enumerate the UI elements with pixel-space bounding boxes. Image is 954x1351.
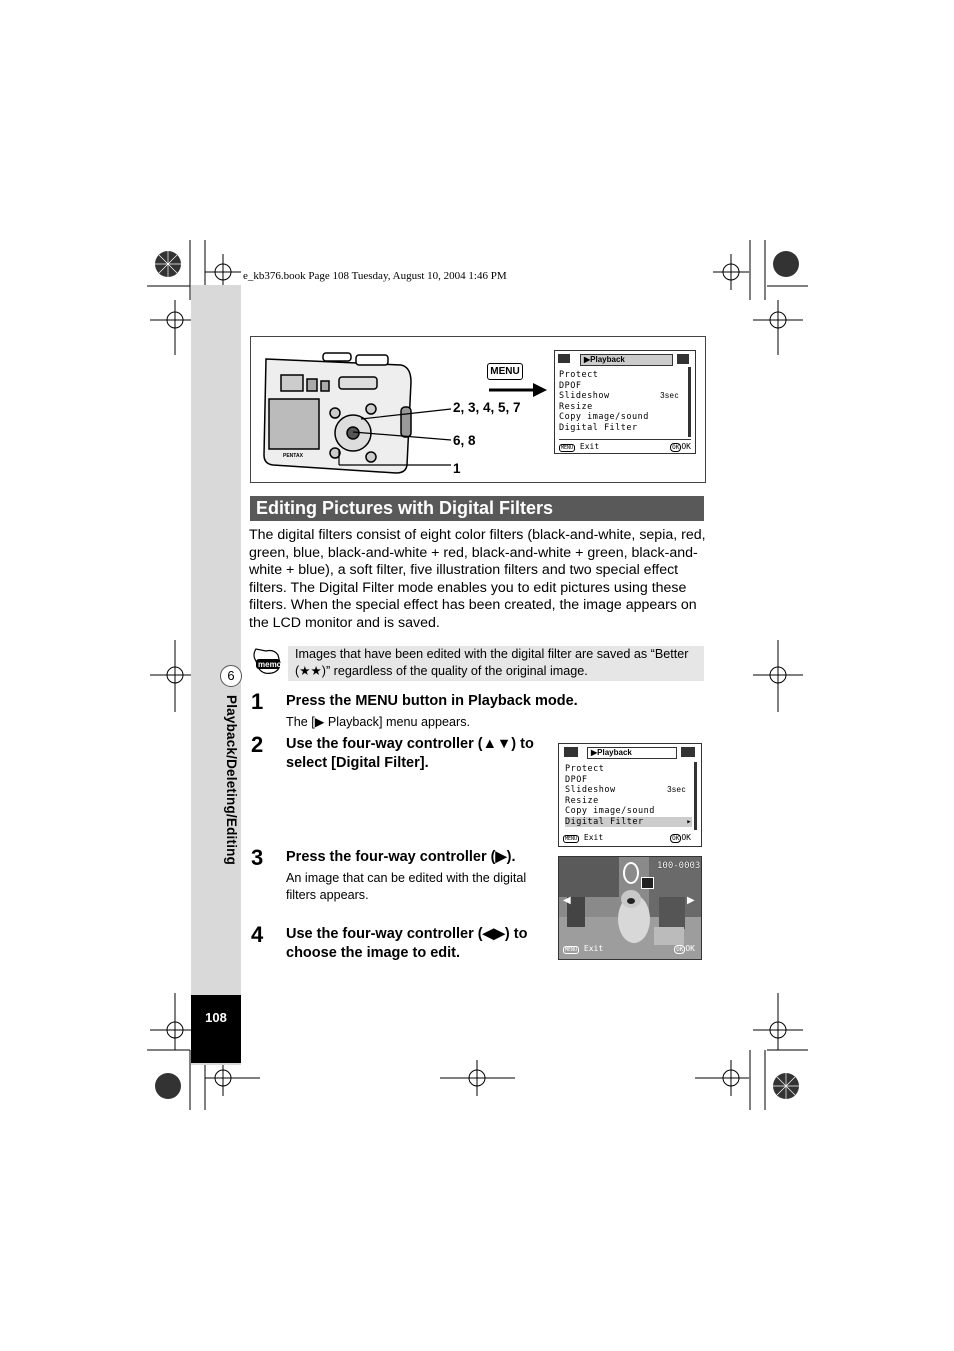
book-header: e_kb376.book Page 108 Tuesday, August 10, 2004 1:46 PM bbox=[243, 270, 507, 282]
step-title: Press the four-way controller (▶). bbox=[286, 849, 516, 865]
playback-menu-screen bbox=[554, 350, 696, 454]
menu-item: Resize bbox=[559, 401, 593, 412]
play-icon: ▶ bbox=[584, 355, 591, 364]
playback-menu-screen-selected bbox=[558, 743, 702, 847]
left-arrow-icon: ◀ bbox=[563, 895, 571, 906]
scrollbar bbox=[694, 762, 697, 830]
menu-icon: MENU bbox=[565, 836, 578, 842]
menu-item: Protect bbox=[559, 370, 599, 380]
callout-label: 1 bbox=[453, 461, 461, 476]
menu-item: Digital Filter bbox=[559, 422, 638, 433]
body-paragraph: The digital filters consist of eight color filters (black-and-white, sepia, red, green, blue, black-and-white + red, black-and-white + green, black-and-white + blue), a soft filter, five illustration filters and two special effect filters. The Digital Filter mode enables you to edit pictures using these filters. When the special effect has been created, the image appears on the LCD monitor and is saved. bbox=[249, 527, 706, 631]
tab-playback-label: Playback bbox=[590, 355, 625, 364]
menu-item: Resize bbox=[565, 795, 599, 806]
chapter-label: Playback/Deleting/Editing bbox=[224, 695, 239, 866]
file-number: 100-0003 bbox=[657, 861, 701, 871]
play-icon: ▶ bbox=[591, 748, 598, 757]
menu-list bbox=[565, 764, 692, 827]
menu-item-selected: Digital Filter ▸ bbox=[565, 816, 692, 827]
menu-footer: MENU Exit OK OK bbox=[565, 833, 691, 842]
ok-icon: OK bbox=[672, 835, 680, 842]
chevron-right-icon: ▸ bbox=[686, 816, 692, 827]
step-title: Use the four-way controller (▲▼) to select [Digital Filter]. bbox=[286, 736, 534, 771]
wrench-icon bbox=[677, 354, 689, 364]
menu-footer: MENU Exit OK OK bbox=[559, 439, 691, 451]
tab-playback bbox=[580, 354, 673, 366]
quality-icon bbox=[641, 877, 654, 889]
ok-icon: OK bbox=[676, 946, 684, 953]
right-arrow-icon: ▶ bbox=[687, 895, 695, 906]
scrollbar bbox=[688, 367, 691, 437]
step-title: Use the four-way controller (◀▶) to choose the image to edit. bbox=[286, 926, 528, 961]
tab-playback-label: Playback bbox=[597, 748, 632, 757]
menu-item: Copy image/sound bbox=[559, 412, 649, 422]
menu-icon: MENU bbox=[565, 947, 578, 953]
photo-footer: MENU Exit OK OK bbox=[565, 944, 695, 953]
tab-playback bbox=[587, 747, 677, 759]
menu-item: DPOF bbox=[565, 774, 588, 785]
menu-item: Protect bbox=[565, 764, 605, 774]
menu-item: DPOF bbox=[559, 380, 582, 391]
page-number: 108 bbox=[205, 1010, 227, 1025]
memo-icon bbox=[250, 645, 282, 677]
protect-icon bbox=[623, 862, 639, 884]
step-title: Press the MENU button in Playback mode. bbox=[286, 693, 578, 709]
menu-icon: MENU bbox=[561, 445, 574, 451]
memo-text: Images that have been edited with the digital filter are saved as “Better (★★)” regardless of the quality of the original image. bbox=[295, 647, 689, 678]
camera-brand: PENTAX bbox=[283, 453, 303, 459]
chapter-number: 6 bbox=[220, 665, 242, 687]
callout-label: 2, 3, 4, 5, 7 bbox=[453, 400, 521, 415]
page-number-box bbox=[191, 995, 241, 1063]
step-number: 3 bbox=[251, 845, 264, 870]
camera-tab-icon bbox=[558, 354, 570, 363]
step-note: An image that can be edited with the digital filters appears. bbox=[286, 871, 527, 902]
step-note: The [▶ Playback] menu appears. bbox=[286, 715, 470, 729]
camera-tab-icon bbox=[564, 747, 578, 757]
wrench-icon bbox=[681, 747, 695, 757]
step-number: 1 bbox=[251, 689, 264, 714]
menu-item: Slideshow 3sec bbox=[565, 785, 686, 795]
menu-item: Copy image/sound bbox=[565, 806, 655, 816]
menu-list bbox=[559, 370, 679, 433]
step-number: 4 bbox=[251, 922, 264, 947]
memo-icon-label: memo bbox=[258, 660, 282, 669]
image-select-screen bbox=[558, 856, 702, 960]
menu-button-icon: MENU bbox=[487, 363, 523, 380]
camera-figure bbox=[250, 336, 706, 483]
section-title: Editing Pictures with Digital Filters bbox=[250, 496, 704, 521]
step-number: 2 bbox=[251, 732, 264, 757]
ok-icon: OK bbox=[672, 444, 680, 451]
callout-label: 6, 8 bbox=[453, 433, 476, 448]
menu-item: Slideshow 3sec bbox=[559, 391, 679, 401]
